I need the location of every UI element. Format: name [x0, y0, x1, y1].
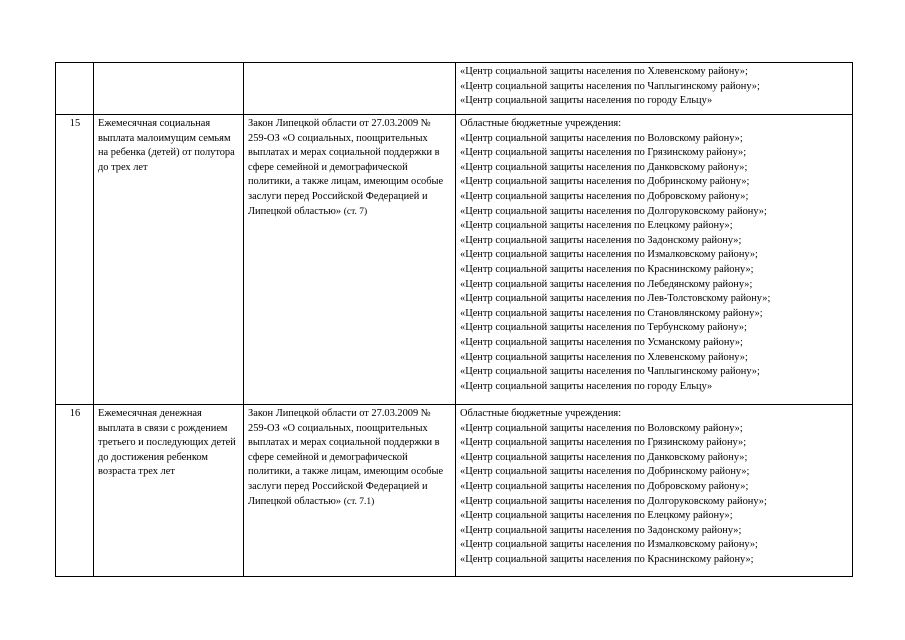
- institution-item: «Центр социальной защиты населения по городу Ельцу»: [460, 380, 713, 392]
- law-article: (ст. 7): [343, 206, 368, 217]
- row-number: 16: [56, 405, 94, 577]
- law-text: Закон Липецкой области от 27.03.2009 № 259-ОЗ «О социальных, поощрительных выплатах и мерах социальной поддержки в сфере семейной и демографической политики, а также лицам, имеющим особые заслуги перед Российской Федерацией и Липецкой областью»: [248, 118, 444, 217]
- institution-item: «Центр социальной защиты населения по Хлевенскому району»;: [460, 66, 748, 77]
- institutions-cell: [456, 115, 853, 405]
- table-row: [56, 115, 853, 405]
- institution-item: «Центр социальной защиты населения по Чаплыгинскому району»;: [460, 80, 760, 92]
- institution-item: «Центр социальной защиты населения по Лебедянскому району»;: [460, 278, 753, 290]
- table-row: [56, 405, 853, 577]
- institution-item: «Центр социальной защиты населения по Елецкому району»;: [460, 220, 733, 232]
- institution-item: «Центр социальной защиты населения по Хлевенскому району»;: [460, 351, 748, 363]
- institution-item: «Центр социальной защиты населения по Добринскому району»;: [460, 176, 750, 188]
- legal-basis: [244, 63, 456, 115]
- institution-item: «Центр социальной защиты населения по Грязинскому району»;: [460, 437, 747, 449]
- institution-item: «Центр социальной защиты населения по Елецкому району»;: [460, 510, 733, 522]
- institution-item: «Центр социальной защиты населения по Измалковскому району»;: [460, 249, 758, 261]
- institution-item: «Центр социальной защиты населения по Добровскому району»;: [460, 190, 749, 202]
- institution-item: «Центр социальной защиты населения по Данковскому району»;: [460, 451, 748, 463]
- institution-item: «Центр социальной защиты населения по Данковскому району»;: [460, 161, 748, 173]
- benefit-name: [94, 63, 244, 115]
- institution-item: «Центр социальной защиты населения по Воловскому району»;: [460, 422, 743, 434]
- institutions-cell: [456, 405, 853, 577]
- institution-item: «Центр социальной защиты населения по Задонскому району»;: [460, 234, 742, 246]
- row-number: [56, 63, 94, 115]
- institutions-header: Областные бюджетные учреждения:: [460, 408, 622, 419]
- law-article: (ст. 7.1): [343, 496, 375, 507]
- institution-item: «Центр социальной защиты населения по Задонскому району»;: [460, 524, 742, 536]
- benefits-table: [55, 62, 853, 577]
- institution-item: «Центр социальной защиты населения по Лев-Толстовскому району»;: [460, 293, 771, 305]
- institution-item: «Центр социальной защиты населения по Долгоруковскому району»;: [460, 495, 767, 507]
- institution-item: «Центр социальной защиты населения по Краснинскому району»;: [460, 553, 754, 565]
- institution-item: «Центр социальной защиты населения по Чаплыгинскому району»;: [460, 366, 760, 378]
- institution-item: «Центр социальной защиты населения по Усманскому району»;: [460, 336, 743, 348]
- benefit-name: Ежемесячная социальная выплата малоимущим семьям на ребенка (детей) от полутора до трех лет: [94, 115, 244, 405]
- institution-item: «Центр социальной защиты населения по Добровскому району»;: [460, 480, 749, 492]
- institution-item: «Центр социальной защиты населения по Воловскому району»;: [460, 132, 743, 144]
- legal-basis: [244, 115, 456, 405]
- institution-item: «Центр социальной защиты населения по Тербунскому району»;: [460, 322, 747, 334]
- table-row: [56, 63, 853, 115]
- institutions-cell: [456, 63, 853, 115]
- institution-item: «Центр социальной защиты населения по городу Ельцу»: [460, 95, 713, 107]
- benefit-name: Ежемесячная денежная выплата в связи с рождением третьего и последующих детей до достижения ребенком возраста трех лет: [94, 405, 244, 577]
- row-number: 15: [56, 115, 94, 405]
- institution-item: «Центр социальной защиты населения по Грязинскому району»;: [460, 147, 747, 159]
- institution-item: «Центр социальной защиты населения по Становлянскому району»;: [460, 307, 763, 319]
- institution-item: «Центр социальной защиты населения по Краснинскому району»;: [460, 263, 754, 275]
- legal-basis: [244, 405, 456, 577]
- law-text: Закон Липецкой области от 27.03.2009 № 259-ОЗ «О социальных, поощрительных выплатах и мерах социальной поддержки в сфере семейной и демографической политики, а также лицам, имеющим особые заслуги перед Российской Федерацией и Липецкой областью»: [248, 408, 444, 507]
- institutions-header: Областные бюджетные учреждения:: [460, 118, 622, 129]
- institution-item: «Центр социальной защиты населения по Долгоруковскому району»;: [460, 205, 767, 217]
- institution-item: «Центр социальной защиты населения по Измалковскому району»;: [460, 539, 758, 551]
- institution-item: «Центр социальной защиты населения по Добринскому району»;: [460, 466, 750, 478]
